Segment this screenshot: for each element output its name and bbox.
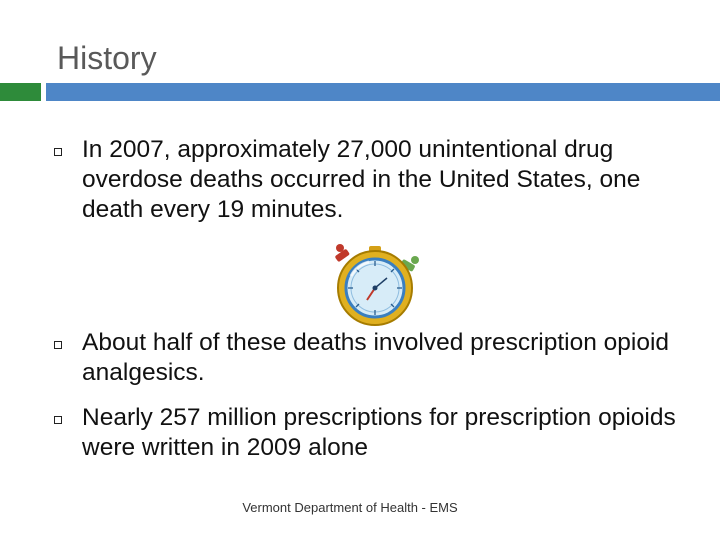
bullet-text: In 2007, approximately 27,000 unintentional drug overdose deaths occurred in the United States, one death every 19 minutes.: [82, 136, 641, 223]
slide-title: History: [57, 40, 157, 76]
bullet-text: About half of these deaths involved prescription opioid analgesics.: [82, 329, 670, 386]
title-accent-bar-green: [0, 83, 41, 101]
bullet-text: Nearly 257 million prescriptions for prescription opioids were written in 2009 alone: [82, 404, 676, 461]
bullet-square-icon: [54, 341, 62, 349]
bullet-square-icon: [54, 148, 62, 156]
stopwatch-icon: [325, 238, 425, 328]
footer-text: Vermont Department of Health - EMS: [242, 500, 458, 515]
title-accent-bar-blue: [46, 83, 720, 101]
bullet-square-icon: [54, 416, 62, 424]
